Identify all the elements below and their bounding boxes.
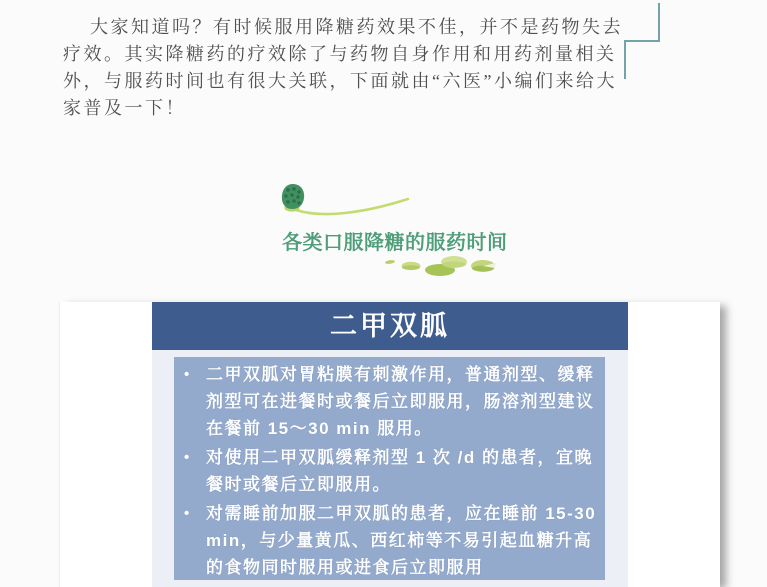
step-line-decoration-icon — [620, 2, 664, 82]
intro-paragraph: 大家知道吗？有时候服用降糖药效果不佳，并不是药物失去疗效。其实降糖药的疗效除了与药物自身作用和用药剂量相关外，与服药时间也有很大关联，下面就由“六医”小编们来给大家普及一下！ — [63, 17, 623, 118]
medication-card — [59, 302, 720, 587]
section-title: 各类口服降糖的服药时间 — [282, 232, 508, 254]
lily-pads-icon — [380, 250, 500, 280]
metformin-title: 二甲双胍 — [152, 302, 628, 350]
metformin-bullet-1: • 二甲双胍对胃粘膜有刺激作用，普通剂型、缓释剂型可在进餐时或餐后立即服用，肠溶剂型建议在餐前 15～30 min 服用。 — [174, 361, 597, 442]
lotus-seed-pod-icon — [276, 183, 416, 219]
metformin-bullet-list — [174, 357, 605, 580]
metformin-panel — [174, 357, 605, 580]
metformin-bullet-2: • 对使用二甲双胍缓释剂型 1 次 /d 的患者，宜晚餐时或餐后立即服用。 — [174, 444, 597, 498]
metformin-bullet-3: • 对需睡前加服二甲双胍的患者，应在睡前 15-30 min，与少量黄瓜、西红柿等不易引起血糖升高的食物同时服用或进食后立即服用 — [174, 500, 597, 580]
metformin-infographic — [152, 302, 628, 587]
